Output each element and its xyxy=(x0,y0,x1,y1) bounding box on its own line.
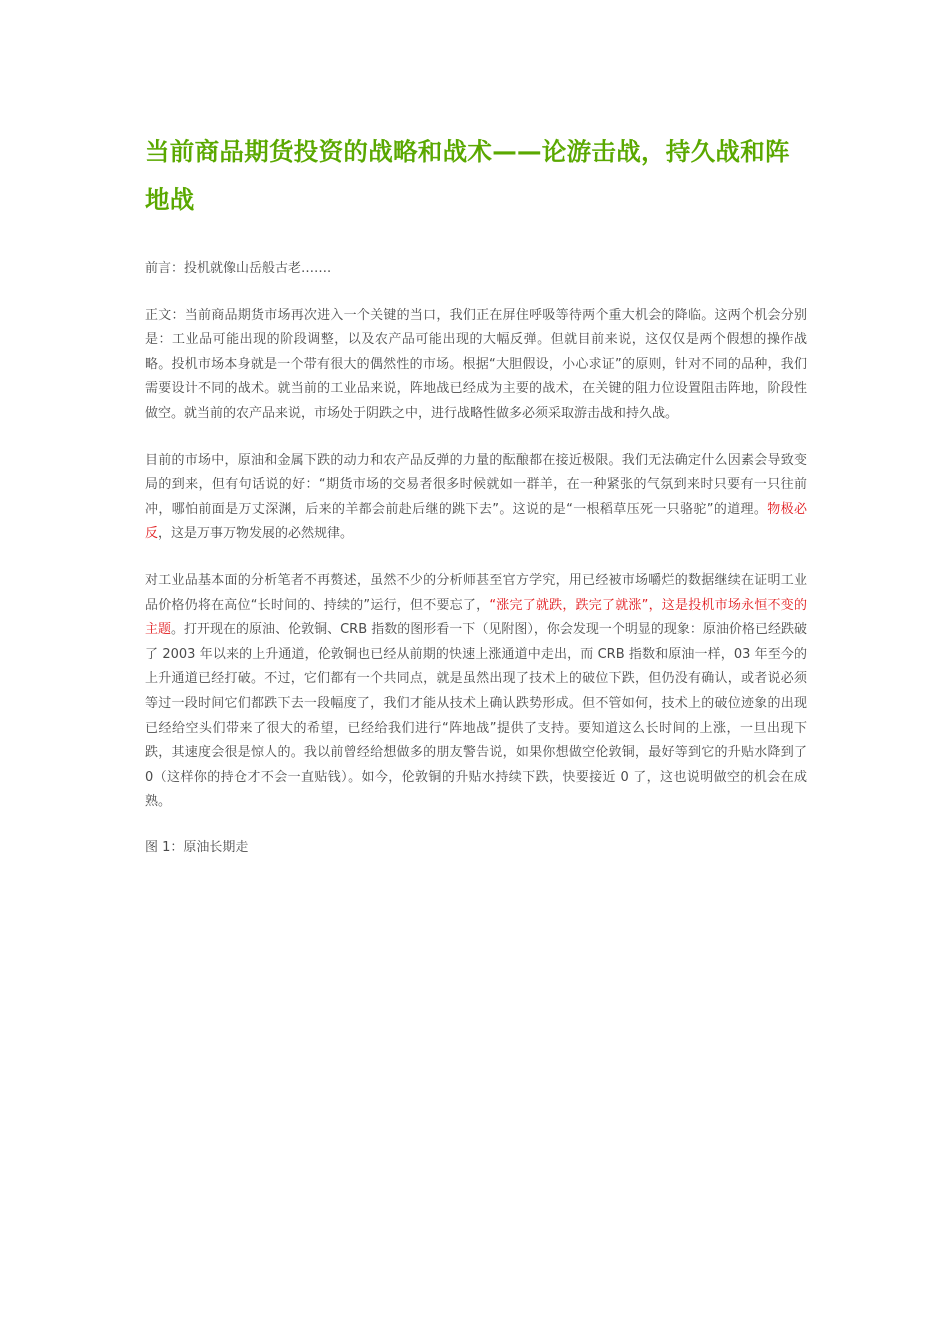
market-highlight: 物极必反 xyxy=(145,501,807,542)
body-paragraph: 正文：当前商品期货市场再次进入一个关键的当口，我们正在屏住呼吸等待两个重大机会的降临。这两个机会分别是：工业品可能出现的阶段调整，以及农产品可能出现的大幅反弹。但就目前来说，这仅仅是两个假想的操作战略。投机市场本身就是一个带有很大的偶然性的市场。根据“大胆假设，小心求证”的原则，针对不同的品种，我们需要设计不同的战术。就当前的工业品来说，阵地战已经成为主要的战术，在关键的阻力位设置阻击阵地，阶段性做空。就当前的农产品来说，市场处于阴跌之中，进行战略性做多必须采取游击战和持久战。 xyxy=(145,307,807,421)
industrial-text-after: 。打开现在的原油、伦敦铜、CRB 指数的图形看一下（见附图），你会发现一个明显的现象：原油价格已经跌破了 2003 年以来的上升通道，伦敦铜也已经从前期的快速上涨通道中走出，而 CRB 指数和原油一样，03 年至今的上升通道已经打破。不过，它们都有一个共同点，就是虽然出现了技术上的破位下跌，但仍没有确认，或者说必须等过一段时间它们都跌下去一段幅度了，我们才能从技术上确认跌势形成。但不管如何，技术上的破位迹象的出现已经给空头们带来了很大的希望，已经给我们进行“阵地战”提供了支持。要知道这么长时间的上涨，一旦出现下跌，其速度会很是惊人的。我以前曾经给想做多的朋友警告说，如果你想做空伦敦铜，最好等到它的升贴水降到了 0（这样你的持仓才不会一直贴钱）。如今，伦敦铜的升贴水持续下跌，快要接近 0 了，这也说明做空的机会在成熟。 xyxy=(145,622,807,810)
market-text-before: 目前的市场中，原油和金属下跌的动力和农产品反弹的力量的酝酿都在接近极限。我们无法确定什么因素会导致变局的到来，但有句话说的好：“期货市场的交易者很多时候就如一群羊，在一种紧张的气氛到来时只要有一只往前冲，哪怕前面是万丈深渊，后来的羊都会前赴后继的跳下去”。这说的是“一根稻草压死一只骆驼”的道理。 xyxy=(145,452,807,517)
industrial-text-before: 对工业品基本面的分析笔者不再赘述，虽然不少的分析师甚至官方学究，用已经被市场嚼烂的数据继续在证明工业品价格仍将在高位“长时间的、持续的”运行，但不要忘了， xyxy=(145,572,807,613)
industrial-highlight: “涨完了就跌，跌完了就涨”，这是投机市场永恒不变的主题 xyxy=(145,597,807,638)
market-text-after: ，这是万事万物发展的必然规律。 xyxy=(158,526,354,542)
figure-caption: 图 1：原油长期走 xyxy=(145,839,249,855)
article xyxy=(145,128,807,860)
preface-paragraph: 前言：投机就像山岳般古老……. xyxy=(145,261,332,276)
article-title: 当前商品期货投资的战略和战术——论游击战，持久战和阵地战 xyxy=(145,137,790,214)
market-paragraph xyxy=(145,449,807,547)
industrial-paragraph xyxy=(145,569,807,815)
